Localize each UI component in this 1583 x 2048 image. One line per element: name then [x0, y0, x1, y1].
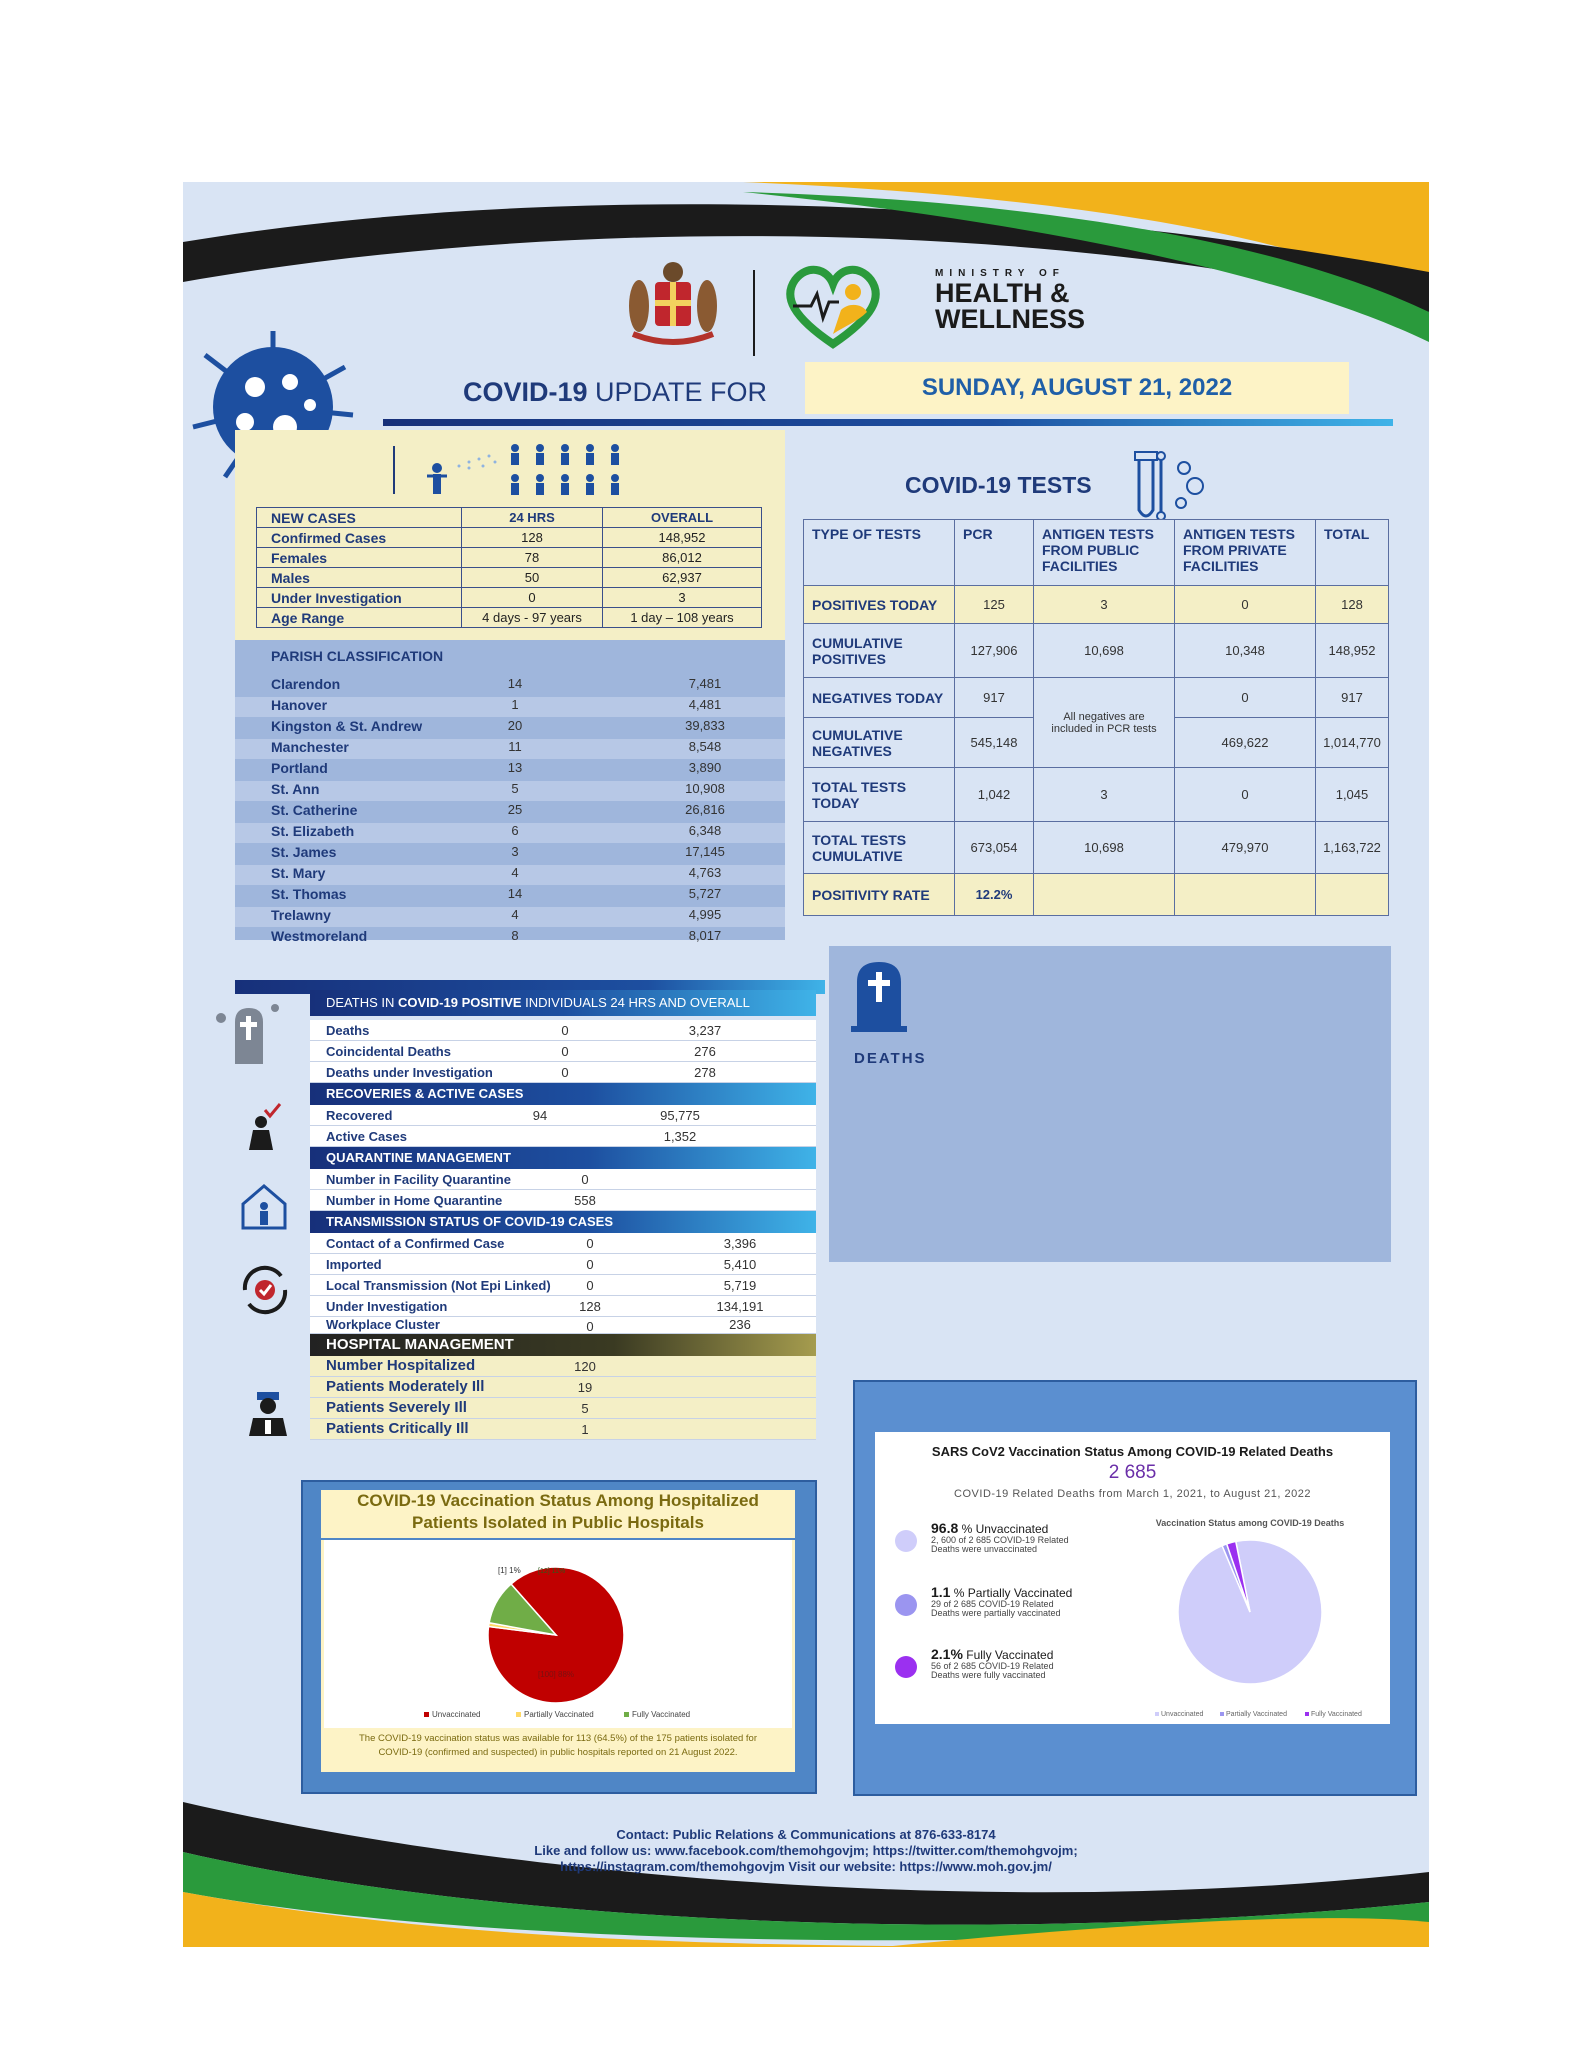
parish-overall: 7,481: [688, 676, 722, 691]
people-icon: [425, 440, 635, 502]
row-label: Patients Moderately Ill: [326, 1378, 485, 1395]
tests-public: 3: [1034, 586, 1175, 624]
row-overall: 1,352: [663, 1129, 697, 1144]
parish-overall: 26,816: [685, 802, 725, 817]
partially-vaccinated-detail-line2: Deaths were partially vaccinated: [931, 1608, 1061, 1618]
parish-row: [235, 928, 785, 948]
fully-vaccinated-dot: [895, 1656, 917, 1678]
row-24h: 0: [586, 1236, 594, 1251]
row-value: 19: [577, 1380, 593, 1395]
deaths-table: [310, 990, 816, 1440]
row-label: Confirmed Cases: [257, 528, 462, 548]
row-overall: 62,937: [603, 568, 762, 588]
tests-row: [804, 768, 1389, 822]
recoveries-section-title: RECOVERIES & ACTIVE CASES: [310, 1083, 816, 1105]
legend-swatch: [624, 1712, 629, 1717]
parish-row: [235, 802, 785, 822]
row-label: Deaths: [326, 1023, 370, 1038]
row-24h: 0: [561, 1044, 569, 1059]
row-24h: 0: [561, 1065, 569, 1080]
table-row: [310, 1020, 816, 1041]
hospital-vax-chart-area: [321, 1540, 795, 1728]
table-row: [310, 1254, 816, 1275]
parish-row: [235, 865, 785, 885]
parish-row: [235, 739, 785, 759]
tests-total: 917: [1316, 678, 1389, 718]
tests-header: ANTIGEN TESTS FROM PRIVATE FACILITIES: [1175, 520, 1316, 586]
parish-name: Portland: [271, 760, 328, 776]
row-label: Females: [257, 548, 462, 568]
tests-pcr: 127,906: [955, 624, 1034, 678]
negatives-note: All negatives are included in PCR tests: [1034, 678, 1175, 768]
row-overall: 5,719: [723, 1278, 757, 1293]
table-row: [310, 1041, 816, 1062]
new-cases-header-row: [257, 508, 762, 528]
parish-name: St. James: [271, 844, 337, 860]
row-24h: 4 days - 97 years: [462, 608, 603, 628]
parish-24h: 25: [507, 802, 523, 817]
table-row: [310, 1275, 816, 1296]
parish-name: Manchester: [271, 739, 349, 755]
legend-label: Partially Vaccinated: [524, 1710, 594, 1719]
deaths-vax-chart-title: Vaccination Status among COVID-19 Deaths: [1155, 1518, 1345, 1528]
parish-name: Westmoreland: [271, 928, 368, 944]
hospital-vax-title-line2: Patients Isolated in Public Hospitals: [412, 1513, 704, 1532]
tests-row: [804, 586, 1389, 624]
fully-vaccinated-data-label: [12] 11%: [538, 1568, 566, 1575]
deaths-panel: [829, 946, 1391, 1262]
row-label: Number in Home Quarantine: [326, 1193, 503, 1208]
unvaccinated-dot: [895, 1530, 917, 1552]
unvaccinated-detail: [931, 1536, 1069, 1554]
wellness-label: WELLNESS: [935, 304, 1086, 334]
tests-label: TOTAL TESTS CUMULATIVE: [804, 822, 955, 874]
unvaccinated-detail-line1: 2, 600 of 2 685 COVID-19 Related: [931, 1535, 1069, 1545]
tests-title: COVID-19 TESTS: [905, 472, 1092, 498]
footer-follow[interactable]: Like and follow us: www.facebook.com/themohgovjm; https://twitter.com/themohgvojm;: [534, 1843, 1078, 1858]
table-row: [257, 528, 762, 548]
table-row: [310, 1377, 816, 1398]
parish-row: [235, 718, 785, 738]
tombstone-icon: [213, 1000, 283, 1070]
parish-24h: 3: [511, 844, 519, 859]
parish-name: St. Catherine: [271, 802, 358, 818]
row-24h: 94: [532, 1108, 548, 1123]
panel-divider: [393, 446, 395, 494]
legend-label: Partially Vaccinated: [1226, 1711, 1287, 1718]
parish-row: [235, 697, 785, 717]
tests-row: [804, 874, 1389, 916]
legend-swatch: [1305, 1712, 1309, 1716]
fully-vaccinated-detail-line1: 56 of 2 685 COVID-19 Related: [931, 1661, 1054, 1671]
hospital-vax-pie: [324, 1540, 792, 1728]
row-24h: 0: [586, 1278, 594, 1293]
parish-name: Clarendon: [271, 676, 341, 692]
tests-pcr: 545,148: [955, 718, 1034, 768]
parish-overall: 3,890: [688, 760, 722, 775]
row-value: 5: [581, 1401, 589, 1416]
tests-total: 1,014,770: [1316, 718, 1389, 768]
row-label: Coincidental Deaths: [326, 1044, 451, 1059]
deaths-title-post: INDIVIDUALS 24 HRS AND OVERALL: [521, 995, 750, 1010]
tests-label: CUMULATIVE NEGATIVES: [804, 718, 955, 768]
hospital-vax-title-line1: COVID-19 Vaccination Status Among Hospitalized: [357, 1491, 759, 1510]
row-label: Deaths under Investigation: [326, 1065, 493, 1080]
table-row: [310, 1419, 816, 1440]
parish-overall: 39,833: [685, 718, 725, 733]
deaths-vax-panel: [853, 1380, 1417, 1796]
doctor-icon: [243, 1388, 293, 1438]
parish-24h: 4: [511, 907, 519, 922]
tests-pcr: 917: [955, 678, 1034, 718]
table-row: [257, 608, 762, 628]
row-label: Workplace Cluster: [326, 1317, 440, 1332]
parish-name: St. Mary: [271, 865, 326, 881]
row-24h: 0: [586, 1257, 594, 1272]
parish-row: [235, 823, 785, 843]
transmission-section-title: [310, 1211, 816, 1233]
table-row: [257, 548, 762, 568]
parish-name: St. Elizabeth: [271, 823, 355, 839]
empty-cell: [1316, 874, 1389, 916]
table-row: [310, 1190, 816, 1211]
tests-private: 479,970: [1175, 822, 1316, 874]
row-24h: 128: [579, 1299, 601, 1314]
header-overall: OVERALL: [603, 508, 762, 528]
partially-vaccinated-data-label: [1] 1%: [498, 1566, 521, 1575]
row-overall: 3,237: [688, 1023, 722, 1038]
hospital-section: [310, 1334, 816, 1440]
legend-swatch: [1155, 1712, 1159, 1716]
row-24h: 558: [574, 1193, 596, 1208]
parish-24h: 14: [507, 886, 523, 901]
parish-row: [235, 760, 785, 780]
footer-contact: Contact: Public Relations & Communications at 876-633-8174: [616, 1827, 996, 1842]
row-label: Active Cases: [326, 1129, 407, 1144]
transmission-title-bold: COVID-19 CASES: [504, 1214, 614, 1229]
row-overall: 95,775: [660, 1108, 700, 1123]
update-date: SUNDAY, AUGUST 21, 2022: [921, 374, 1233, 401]
parish-24h: 11: [508, 739, 522, 754]
row-value: 120: [574, 1359, 596, 1374]
tests-pcr: 125: [955, 586, 1034, 624]
date-box: [805, 362, 1349, 414]
row-24h: 0: [581, 1172, 589, 1187]
transmission-cycle-icon: [235, 1262, 295, 1318]
row-label: Under Investigation: [257, 588, 462, 608]
tests-label: TOTAL TESTS TODAY: [804, 768, 955, 822]
unvaccinated-data-label: [100] 88%: [537, 1670, 575, 1679]
row-label: Imported: [326, 1257, 382, 1272]
legend-label: Unvaccinated: [1161, 1711, 1204, 1718]
parish-24h: 13: [507, 760, 523, 775]
parish-title: PARISH CLASSIFICATION: [271, 648, 444, 664]
table-row: [310, 1356, 816, 1377]
fully-vaccinated-detail: [931, 1662, 1054, 1680]
header-24hrs: 24 HRS: [462, 508, 603, 528]
deaths-title-pre: DEATHS IN: [326, 995, 398, 1010]
new-cases-table: [256, 507, 762, 628]
row-overall: 148,952: [603, 528, 762, 548]
parish-overall: 4,995: [688, 907, 722, 922]
parish-name: Trelawny: [271, 907, 331, 923]
tests-label: CUMULATIVE POSITIVES: [804, 624, 955, 678]
partially-vaccinated-dot: [895, 1594, 917, 1616]
parish-name: Hanover: [271, 697, 328, 713]
parish-24h: 6: [511, 823, 519, 838]
tests-row: [804, 822, 1389, 874]
table-row: [310, 1398, 816, 1419]
fully-vaccinated-stat: [931, 1646, 1053, 1662]
tests-header: TOTAL: [1316, 520, 1389, 586]
unvaccinated-detail-line2: Deaths were unvaccinated: [931, 1544, 1038, 1554]
row-overall: 3: [603, 588, 762, 608]
tests-private: 0: [1175, 678, 1316, 718]
tests-label: NEGATIVES TODAY: [804, 678, 955, 718]
update-title-rest: UPDATE FOR: [587, 377, 768, 407]
parish-name: Kingston & St. Andrew: [271, 718, 423, 734]
row-24h: 78: [462, 548, 603, 568]
test-tube-icon: [1129, 448, 1219, 524]
parish-row: [235, 844, 785, 864]
tests-private: 469,622: [1175, 718, 1316, 768]
parish-24h: 5: [511, 781, 519, 796]
table-row: [310, 1105, 816, 1126]
deaths-section-title: [310, 990, 816, 1016]
tests-pcr: 673,054: [955, 822, 1034, 874]
legend-swatch: [1220, 1712, 1224, 1716]
tests-public: 10,698: [1034, 822, 1175, 874]
parish-overall: 8,017: [688, 928, 722, 943]
row-label: Number Hospitalized: [326, 1357, 476, 1374]
tests-row: [804, 678, 1389, 718]
partially-vaccinated-pct: 1.1: [931, 1584, 951, 1600]
fully-vaccinated-pct: 2.1%: [931, 1646, 963, 1662]
row-overall: 3,396: [723, 1236, 757, 1251]
unvaccinated-stat: [931, 1520, 1048, 1536]
row-label: Males: [257, 568, 462, 588]
tombstone-icon: [851, 958, 907, 1034]
deaths-vax-pie: [1125, 1532, 1375, 1722]
row-overall: 236: [729, 1317, 751, 1332]
row-24h: 0: [462, 588, 603, 608]
heart-logo-icon: [783, 262, 883, 352]
tests-private: 0: [1175, 586, 1316, 624]
legend-swatch: [516, 1712, 521, 1717]
unvaccinated-label: % Unvaccinated: [958, 1522, 1049, 1536]
row-24h: 0: [561, 1023, 569, 1038]
parish-24h: 1: [511, 697, 519, 712]
legend-label: Fully Vaccinated: [1311, 1711, 1362, 1718]
partially-vaccinated-stat: [931, 1584, 1072, 1600]
row-value: 1: [581, 1422, 589, 1437]
tests-total: 1,045: [1316, 768, 1389, 822]
parish-overall: 10,908: [685, 781, 725, 796]
table-row: [310, 1233, 816, 1254]
parish-row: [235, 907, 785, 927]
row-24h: 50: [462, 568, 603, 588]
positivity-rate: 12.2%: [955, 874, 1034, 916]
row-label: Patients Severely Ill: [326, 1399, 467, 1416]
table-row: [310, 1126, 816, 1147]
tests-label: POSITIVITY RATE: [804, 874, 955, 916]
row-label: Under Investigation: [326, 1299, 448, 1314]
tests-label: POSITIVES TODAY: [804, 586, 955, 624]
parish-row: [235, 781, 785, 801]
parish-name: St. Ann: [271, 781, 320, 797]
parish-24h: 4: [511, 865, 519, 880]
parish-overall: 5,727: [688, 886, 722, 901]
parish-overall: 4,481: [688, 697, 722, 712]
hospital-section-title: HOSPITAL MANAGEMENT: [310, 1334, 816, 1356]
legend-swatch: [424, 1712, 429, 1717]
tests-private: 0: [1175, 768, 1316, 822]
row-label: Recovered: [326, 1108, 393, 1123]
parish-row: [235, 886, 785, 906]
tests-table: [803, 519, 1389, 916]
deaths-vax-subtitle: COVID-19 Related Deaths from March 1, 2021, to August 21, 2022: [954, 1488, 1311, 1500]
header-new-cases: NEW CASES: [257, 508, 462, 528]
row-label: Number in Facility Quarantine: [326, 1172, 511, 1187]
table-row: [310, 1062, 816, 1083]
table-row: [257, 588, 762, 608]
row-overall: 278: [694, 1065, 716, 1080]
tests-total: 128: [1316, 586, 1389, 624]
home-quarantine-icon: [239, 1182, 289, 1232]
unvaccinated-pct: 96.8: [931, 1520, 959, 1536]
tests-row: [804, 624, 1389, 678]
deaths-vax-total: 2 685: [1108, 1462, 1157, 1483]
row-overall: 276: [694, 1044, 716, 1059]
parish-name: St. Thomas: [271, 886, 347, 902]
parish-overall: 17,145: [685, 844, 725, 859]
header-rule: [383, 419, 1393, 426]
legend-label: Fully Vaccinated: [632, 1710, 691, 1719]
parish-panel: [235, 640, 785, 944]
partially-vaccinated-label: % Partially Vaccinated: [950, 1586, 1073, 1600]
update-title: [463, 377, 767, 408]
parish-row: [235, 676, 785, 696]
hospital-vax-note-line1: The COVID-19 vaccination status was available for 113 (64.5%) of the 175 patients isolated for: [359, 1733, 757, 1744]
table-row: [257, 568, 762, 588]
partially-vaccinated-detail: [931, 1600, 1061, 1618]
health-label: HEALTH &: [935, 278, 1070, 308]
row-overall: 5,410: [723, 1257, 757, 1272]
update-title-bold: COVID-19: [463, 377, 588, 407]
tests-header: PCR: [955, 520, 1034, 586]
row-overall: 1 day – 108 years: [603, 608, 762, 628]
row-24h: 128: [462, 528, 603, 548]
table-row: [310, 1317, 816, 1334]
parish-overall: 8,548: [688, 739, 722, 754]
row-label: Local Transmission (Not Epi Linked): [326, 1278, 551, 1293]
transmission-title-pre: TRANSMISSION STATUS OF: [326, 1214, 505, 1229]
deaths-label: DEATHS: [854, 1050, 927, 1067]
deaths-title-bold: COVID-19 POSITIVE: [398, 995, 522, 1010]
row-label: Age Range: [257, 608, 462, 628]
tests-total: 1,163,722: [1316, 822, 1389, 874]
table-row: [310, 1296, 816, 1317]
parish-24h: 20: [507, 718, 523, 733]
hospital-vax-title: [321, 1490, 795, 1538]
fully-vaccinated-label: Fully Vaccinated: [962, 1648, 1054, 1662]
parish-overall: 6,348: [688, 823, 722, 838]
quarantine-section-title: QUARANTINE MANAGEMENT: [310, 1147, 816, 1169]
hospital-vax-panel: [301, 1480, 817, 1794]
row-24h: 0: [586, 1319, 594, 1334]
logo-divider: [753, 270, 755, 356]
row-overall: 86,012: [603, 548, 762, 568]
footer-instagram-website[interactable]: https://instagram.com/themohgovjm Visit our website: https://www.moh.gov.jm/: [560, 1859, 1052, 1874]
ministry-of-label: MINISTRY OF: [935, 268, 1065, 279]
tests-total: 148,952: [1316, 624, 1389, 678]
row-label: Contact of a Confirmed Case: [326, 1236, 505, 1251]
partially-vaccinated-detail-line1: 29 of 2 685 COVID-19 Related: [931, 1599, 1054, 1609]
tests-header-row: [804, 520, 1389, 586]
legend-label: Unvaccinated: [432, 1710, 481, 1719]
coat-of-arms-icon: [613, 254, 733, 354]
hospital-vax-note-line2: COVID-19 (confirmed and suspected) in public hospitals reported on 21 August 2022.: [378, 1747, 738, 1758]
empty-cell: [1175, 874, 1316, 916]
table-row: [310, 1169, 816, 1190]
row-label: Patients Critically Ill: [326, 1420, 469, 1437]
tests-public: 10,698: [1034, 624, 1175, 678]
tests-header: TYPE OF TESTS: [804, 520, 955, 586]
tests-header: ANTIGEN TESTS FROM PUBLIC FACILITIES: [1034, 520, 1175, 586]
deaths-vax-title: SARS CoV2 Vaccination Status Among COVID-19 Related Deaths: [931, 1444, 1334, 1459]
recovered-person-icon: [243, 1102, 283, 1152]
parish-24h: 8: [511, 928, 519, 943]
row-overall: 134,191: [716, 1299, 764, 1314]
infographic-sheet: [183, 182, 1429, 1947]
tests-public: 3: [1034, 768, 1175, 822]
empty-cell: [1034, 874, 1175, 916]
parish-24h: 14: [507, 676, 523, 691]
fully-vaccinated-detail-line2: Deaths were fully vaccinated: [931, 1670, 1046, 1680]
parish-overall: 4,763: [688, 865, 722, 880]
tests-private: 10,348: [1175, 624, 1316, 678]
deaths-vax-card: [875, 1432, 1390, 1724]
tests-pcr: 1,042: [955, 768, 1034, 822]
